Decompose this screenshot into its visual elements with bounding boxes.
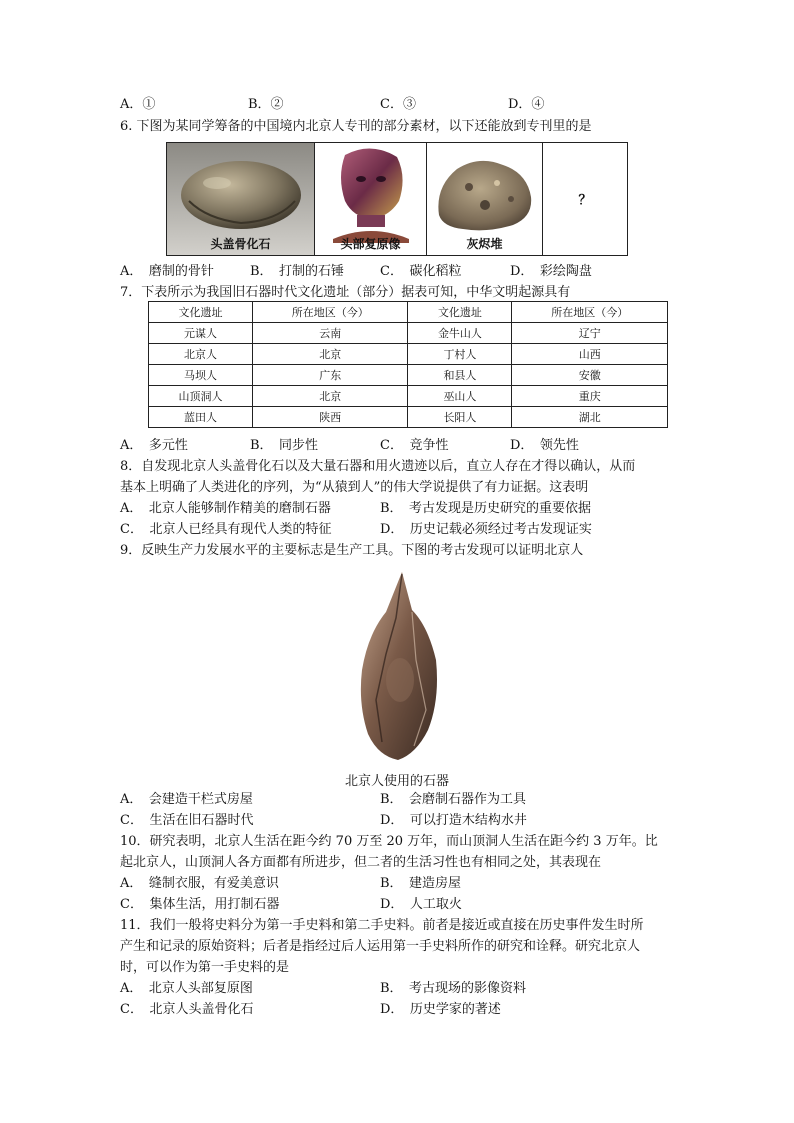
q11-stem-line1: 11．我们一般将史料分为第一手史料和第二手史料。前者是接近或直接在历史事件发生时所 [120, 918, 644, 933]
table-cell: 丁村人 [408, 344, 512, 365]
q6-caption-skull: 头盖骨化石 [210, 237, 271, 251]
table-cell: 马坝人 [149, 365, 253, 386]
q8-option-b[interactable]: B． 考古发现是历史研究的重要依据 [380, 501, 592, 516]
table-cell: 安徽 [512, 365, 668, 386]
q8-stem-line1: 8．自发现北京人头盖骨化石以及大量石器和用火遗迹以后，直立人存在才得以确认，从而 [120, 459, 636, 474]
table-cell: 蓝田人 [149, 407, 253, 428]
table-cell: 元谋人 [149, 323, 253, 344]
q6-cell-ash [427, 143, 543, 255]
q11-option-d[interactable]: D． 历史学家的著述 [380, 1002, 501, 1017]
table-cell: 山顶洞人 [149, 386, 253, 407]
table-cell: 重庆 [512, 386, 668, 407]
table-header: 文化遗址 [149, 302, 253, 323]
q6-stem: 6. 下图为某同学筹备的中国境内北京人专刊的部分素材，以下还能放到专刊里的是 [120, 119, 592, 134]
stone-tool-image [356, 570, 440, 762]
table-cell: 辽宁 [512, 323, 668, 344]
q10-option-d[interactable]: D． 人工取火 [380, 897, 462, 912]
q6-caption-head: 头部复原像 [340, 237, 401, 251]
table-cell: 陕西 [252, 407, 408, 428]
table-cell: 湖北 [512, 407, 668, 428]
q10-option-c[interactable]: C． 集体生活，用打制石器 [120, 897, 280, 912]
q6-cell-head [315, 143, 427, 255]
q6-option-d[interactable]: D． 彩绘陶盘 [510, 264, 592, 279]
q10-option-b[interactable]: B． 建造房屋 [380, 876, 462, 891]
table-header-row [149, 302, 668, 323]
q5-option-b[interactable]: B．② [248, 97, 284, 112]
q11-option-c[interactable]: C． 北京人头盖骨化石 [120, 1002, 254, 1017]
q5-option-a[interactable]: A．① [120, 97, 156, 112]
q9-option-c[interactable]: C． 生活在旧石器时代 [120, 813, 254, 828]
q9-option-a[interactable]: A． 会建造干栏式房屋 [120, 792, 253, 807]
q10-option-a[interactable]: A． 缝制衣服，有爱美意识 [120, 876, 279, 891]
q6-option-c[interactable]: C． 碳化稻粒 [380, 264, 462, 279]
q11-stem-line3: 时，可以作为第一手史料的是 [120, 960, 290, 975]
q6-cell-unknown [543, 143, 627, 255]
q9-stem: 9．反映生产力发展水平的主要标志是生产工具。下图的考古发现可以证明北京人 [120, 543, 584, 558]
q6-caption-ash: 灰烬堆 [466, 237, 503, 251]
table-cell: 巫山人 [408, 386, 512, 407]
q7-sites-table [148, 301, 668, 428]
table-cell: 北京 [252, 344, 408, 365]
table-cell: 广东 [252, 365, 408, 386]
table-cell: 金牛山人 [408, 323, 512, 344]
q7-option-c[interactable]: C． 竞争性 [380, 438, 449, 453]
q8-option-d[interactable]: D． 历史记载必须经过考古发现证实 [380, 522, 592, 537]
table-header: 所在地区（今） [252, 302, 408, 323]
q8-option-c[interactable]: C． 北京人已经具有现代人类的特征 [120, 522, 332, 537]
table-cell: 北京人 [149, 344, 253, 365]
q6-option-b[interactable]: B． 打制的石锤 [250, 264, 345, 279]
q6-cell-skull [167, 143, 315, 255]
table-header: 文化遗址 [408, 302, 512, 323]
q7-option-a[interactable]: A． 多元性 [120, 438, 188, 453]
q7-option-d[interactable]: D． 领先性 [510, 438, 579, 453]
q10-stem-line2: 起北京人，山顶洞人各方面都有所进步，但二者的生活习性也有相同之处，其表现在 [120, 855, 602, 870]
q8-option-a[interactable]: A． 北京人能够制作精美的磨制石器 [120, 501, 331, 516]
table-row [149, 386, 668, 407]
q8-stem-line2: 基本上明确了人类进化的序列，为“从猿到人”的伟大学说提供了有力证据。这表明 [120, 480, 589, 495]
table-cell: 和县人 [408, 365, 512, 386]
table-cell: 北京 [252, 386, 408, 407]
q9-option-b[interactable]: B． 会磨制石器作为工具 [380, 792, 527, 807]
q6-image-table [166, 142, 628, 256]
q6-option-a[interactable]: A． 磨制的骨针 [120, 264, 214, 279]
table-cell: 山西 [512, 344, 668, 365]
q10-stem-line1: 10．研究表明，北京人生活在距今约 70 万至 20 万年，而山顶洞人生活在距今约 3 万年。比 [120, 834, 658, 849]
q5-option-d[interactable]: D．④ [508, 97, 545, 112]
table-cell: 长阳人 [408, 407, 512, 428]
table-row [149, 323, 668, 344]
q11-option-b[interactable]: B． 考古现场的影像资料 [380, 981, 527, 996]
table-row [149, 407, 668, 428]
q5-option-c[interactable]: C．③ [380, 97, 416, 112]
table-header: 所在地区（今） [512, 302, 668, 323]
q11-stem-line2: 产生和记录的原始资料；后者是指经过后人运用第一手史料所作的研究和诠释。研究北京人 [120, 939, 641, 954]
table-row [149, 365, 668, 386]
q7-stem: 7．下表所示为我国旧石器时代文化遗址（部分）据表可知，中华文明起源具有 [120, 285, 571, 300]
q11-option-a[interactable]: A． 北京人头部复原图 [120, 981, 253, 996]
table-cell: 云南 [252, 323, 408, 344]
q9-option-d[interactable]: D． 可以打造木结构水井 [380, 813, 527, 828]
q7-option-b[interactable]: B． 同步性 [250, 438, 319, 453]
q6-question-mark: ？ [578, 193, 592, 208]
q9-figure-caption: 北京人使用的石器 [344, 774, 449, 789]
table-row [149, 344, 668, 365]
